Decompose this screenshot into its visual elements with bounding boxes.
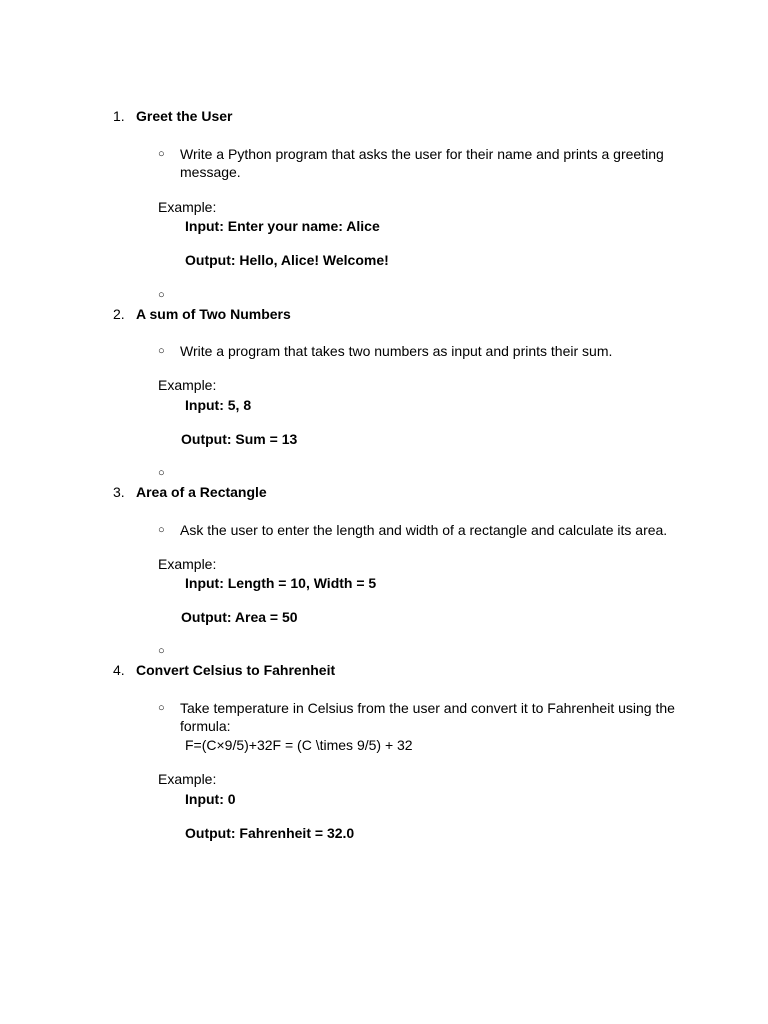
item-3-example-label: Example:	[158, 556, 217, 572]
item-2-output: Output: Sum = 13	[181, 431, 298, 447]
item-1-input: Input: Enter your name: Alice	[185, 218, 380, 234]
item-4-title: Convert Celsius to Fahrenheit	[136, 662, 336, 678]
item-1-description: Write a Python program that asks the user for their name and prints a greeting message.	[180, 146, 664, 180]
item-3-title: Area of a Rectangle	[136, 484, 267, 500]
item-2-example-label: Example:	[158, 377, 217, 393]
item-3-number: 3.	[113, 484, 125, 500]
item-3-input: Input: Length = 10, Width = 5	[185, 575, 377, 591]
item-4-formula: F=(C×9/5)+32F = (C \times 9/5) + 32	[185, 737, 413, 753]
item-3-bullet-icon: ○	[158, 524, 165, 536]
item-2-empty-bullet-icon: ○	[158, 467, 165, 479]
item-1-bullet-icon: ○	[158, 148, 165, 160]
item-3-empty-bullet-icon: ○	[158, 645, 165, 657]
item-1-number: 1.	[113, 108, 125, 124]
item-2-input: Input: 5, 8	[185, 397, 252, 413]
item-3-output: Output: Area = 50	[181, 609, 298, 625]
item-1-example-label: Example:	[158, 199, 217, 215]
item-4-example-label: Example:	[158, 771, 217, 787]
item-2-bullet-icon: ○	[158, 345, 165, 357]
item-4-description: Take temperature in Celsius from the user and convert it to Fahrenheit using the formula:	[180, 700, 675, 734]
item-1-empty-bullet-icon: ○	[158, 289, 165, 301]
item-4-output: Output: Fahrenheit = 32.0	[185, 825, 355, 841]
item-4-number: 4.	[113, 662, 125, 678]
item-1-output: Output: Hello, Alice! Welcome!	[185, 252, 389, 268]
item-2-number: 2.	[113, 306, 125, 322]
item-4-input: Input: 0	[185, 791, 236, 807]
item-2-description: Write a program that takes two numbers as input and prints their sum.	[180, 343, 613, 359]
item-4-bullet-icon: ○	[158, 702, 165, 714]
item-2-title: A sum of Two Numbers	[136, 306, 291, 322]
item-3-description: Ask the user to enter the length and width of a rectangle and calculate its area.	[180, 522, 668, 538]
item-1-title: Greet the User	[136, 108, 233, 124]
